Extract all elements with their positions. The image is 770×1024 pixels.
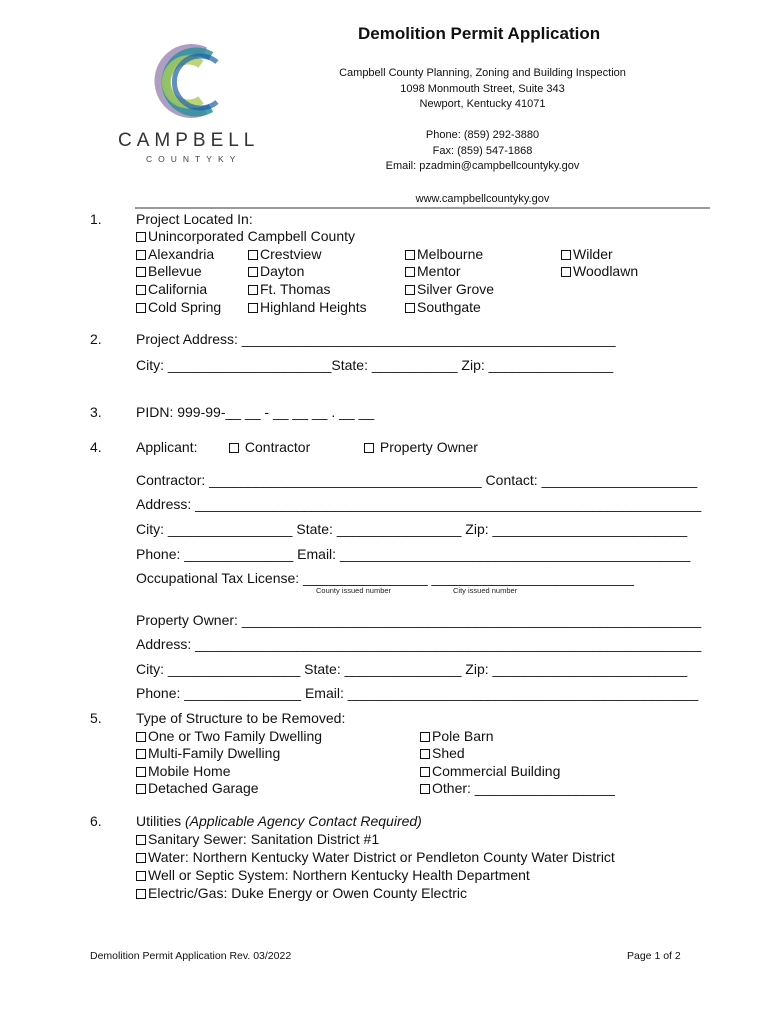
option-mentor[interactable]: Mentor — [405, 263, 461, 279]
agency-line: Campbell County Planning, Zoning and Building Inspection — [339, 67, 626, 79]
applicant-label: Applicant: — [136, 439, 198, 455]
agency-phone: Phone: (859) 292-3880 — [425, 129, 540, 141]
agency-line: Newport, Kentucky 41071 — [419, 98, 546, 110]
section-label-note: (Applicable Agency Contact Required) — [185, 813, 422, 829]
property-owner-field[interactable]: Property Owner: ___________________________________________________________ — [136, 612, 702, 628]
checkbox[interactable] — [420, 732, 430, 742]
option-southgate[interactable]: Southgate — [405, 299, 481, 315]
logo-wordmark: CAMPBELL — [118, 130, 260, 151]
option-woodlawn[interactable]: Woodlawn — [561, 263, 638, 279]
owner-city-field[interactable]: City: _________________ State: _______________ Zip: _________________________ — [136, 661, 688, 677]
contractor-phone-email-field[interactable]: Phone: ______________ Email: _____________________________________________ — [136, 546, 691, 562]
checkbox[interactable] — [136, 285, 146, 295]
option-bellevue[interactable]: Bellevue — [136, 263, 202, 279]
checkbox[interactable] — [136, 250, 146, 260]
option-alexandria[interactable]: Alexandria — [136, 246, 214, 262]
option-dayton[interactable]: Dayton — [248, 263, 304, 279]
utility-water[interactable]: Water: Northern Kentucky Water District or Pendleton County Water District — [136, 849, 615, 865]
structure-shed[interactable]: Shed — [420, 745, 465, 761]
project-address-field[interactable]: Project Address: ________________________________________________ — [136, 331, 616, 347]
logo-c-icon — [145, 40, 225, 122]
header-divider — [135, 207, 710, 209]
page-title: Demolition Permit Application — [358, 24, 601, 43]
checkbox[interactable] — [136, 267, 146, 277]
option-highland-heights[interactable]: Highland Heights — [248, 299, 367, 315]
section-number: 5. — [90, 710, 102, 726]
checkbox[interactable] — [561, 250, 571, 260]
logo-sub-ky: KY — [218, 154, 242, 164]
checkbox[interactable] — [248, 267, 258, 277]
section-number: 6. — [90, 813, 102, 829]
checkbox[interactable] — [136, 767, 146, 777]
logo-sub-county: COUNTY — [146, 154, 218, 164]
agency-contact — [320, 128, 645, 175]
agency-website: www.campbellcountyky.gov — [415, 193, 550, 205]
owner-phone-email-field[interactable]: Phone: _______________ Email: _____________________________________________ — [136, 685, 699, 701]
occupational-tax-field[interactable]: Occupational Tax License: ________________ __________________________ — [136, 570, 634, 586]
checkbox[interactable] — [364, 443, 374, 453]
option-unincorporated[interactable]: Unincorporated Campbell County — [136, 228, 355, 244]
tax-note-city: City issued number — [453, 586, 518, 595]
checkbox[interactable] — [229, 443, 239, 453]
contractor-address-field[interactable]: Address: _________________________________________________________________ — [136, 496, 702, 512]
footer-page-number: Page 1 of 2 — [627, 950, 681, 962]
contractor-field[interactable]: Contractor: ___________________________________ Contact: ____________________ — [136, 472, 698, 488]
checkbox[interactable] — [136, 749, 146, 759]
section-label: Utilities (Applicable Agency Contact Required) — [136, 813, 422, 829]
option-ft-thomas[interactable]: Ft. Thomas — [248, 281, 331, 297]
footer-revision: Demolition Permit Application Rev. 03/2022 — [90, 950, 292, 962]
option-wilder[interactable]: Wilder — [561, 246, 613, 262]
checkbox[interactable] — [136, 853, 146, 863]
option-california[interactable]: California — [136, 281, 207, 297]
option-crestview[interactable]: Crestview — [248, 246, 321, 262]
checkbox[interactable] — [248, 250, 258, 260]
option-cold-spring[interactable]: Cold Spring — [136, 299, 221, 315]
structure-detached-garage[interactable]: Detached Garage — [136, 780, 259, 796]
structure-multi-family[interactable]: Multi-Family Dwelling — [136, 745, 280, 761]
checkbox[interactable] — [561, 267, 571, 277]
utility-well-septic[interactable]: Well or Septic System: Northern Kentucky Health Department — [136, 867, 530, 883]
agency-address — [320, 66, 645, 113]
structure-other[interactable]: Other: __________________ — [420, 780, 615, 796]
structure-mobile-home[interactable]: Mobile Home — [136, 763, 230, 779]
checkbox[interactable] — [136, 871, 146, 881]
applicant-owner-option[interactable]: Property Owner — [364, 439, 478, 455]
checkbox[interactable] — [405, 285, 415, 295]
checkbox[interactable] — [136, 784, 146, 794]
checkbox[interactable] — [136, 889, 146, 899]
agency-email: Email: pzadmin@campbellcountyky.gov — [385, 160, 580, 172]
checkbox[interactable] — [136, 232, 146, 242]
project-city-state-zip-field[interactable]: City: _____________________State: ___________ Zip: ________________ — [136, 357, 614, 373]
structure-commercial[interactable]: Commercial Building — [420, 763, 560, 779]
checkbox[interactable] — [420, 749, 430, 759]
section-number: 4. — [90, 439, 102, 455]
pidn-field[interactable]: PIDN: 999-99-__ __ - __ __ __ . __ __ — [136, 404, 375, 420]
section-label: Project Located In: — [136, 211, 253, 227]
checkbox[interactable] — [405, 250, 415, 260]
structure-one-two-family[interactable]: One or Two Family Dwelling — [136, 728, 322, 744]
checkbox[interactable] — [136, 835, 146, 845]
utility-sewer[interactable]: Sanitary Sewer: Sanitation District #1 — [136, 831, 379, 847]
checkbox[interactable] — [405, 303, 415, 313]
agency-line: 1098 Monmouth Street, Suite 343 — [400, 82, 565, 95]
checkbox[interactable] — [420, 767, 430, 777]
section-number: 1. — [90, 211, 102, 227]
section-number: 2. — [90, 331, 102, 347]
option-silver-grove[interactable]: Silver Grove — [405, 281, 494, 297]
owner-address-field[interactable]: Address: _________________________________________________________________ — [136, 636, 702, 652]
structure-pole-barn[interactable]: Pole Barn — [420, 728, 493, 744]
checkbox[interactable] — [405, 267, 415, 277]
section-number: 3. — [90, 404, 102, 420]
checkbox[interactable] — [248, 285, 258, 295]
option-melbourne[interactable]: Melbourne — [405, 246, 483, 262]
checkbox[interactable] — [420, 784, 430, 794]
agency-fax: Fax: (859) 547-1868 — [432, 144, 533, 157]
tax-note-county: County issued number — [316, 586, 392, 595]
section-label: Type of Structure to be Removed: — [136, 710, 346, 726]
applicant-contractor-option[interactable]: Contractor — [229, 439, 310, 455]
checkbox[interactable] — [248, 303, 258, 313]
checkbox[interactable] — [136, 303, 146, 313]
contractor-city-field[interactable]: City: ________________ State: ________________ Zip: _________________________ — [136, 521, 688, 537]
checkbox[interactable] — [136, 732, 146, 742]
utility-electric-gas[interactable]: Electric/Gas: Duke Energy or Owen County Electric — [136, 885, 467, 901]
